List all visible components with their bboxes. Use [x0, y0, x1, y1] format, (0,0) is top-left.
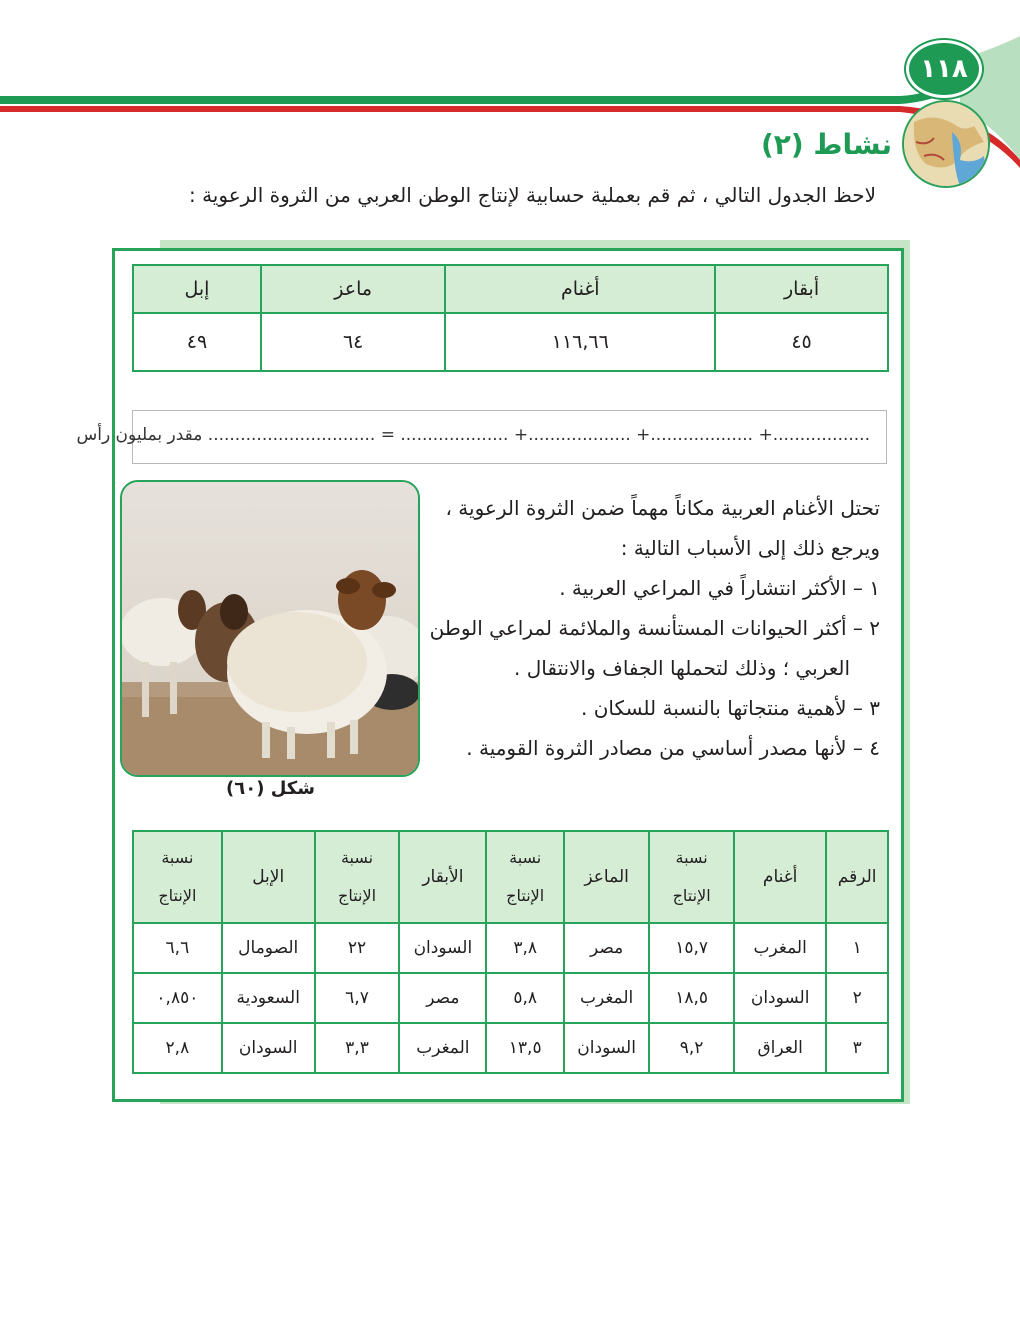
figure-caption: شكل (٦٠) [226, 778, 315, 799]
header-goats: الماعز [564, 831, 649, 923]
sheep-photo [120, 480, 420, 777]
header-rank: الرقم [826, 831, 888, 923]
cell-camels-country: السعودية [222, 973, 315, 1023]
reason-item-2-cont: العربي ؛ وذلك لتحملها الجفاف والانتقال . [514, 656, 850, 680]
reason-item-4: ٤ – لأنها مصدر أساسي من مصادر الثروة القومية . [466, 736, 880, 760]
production-table [132, 830, 889, 1074]
cell-sheep-country: السودان [734, 973, 826, 1023]
calculation-text: ..................+ ...................+ ...................+ .................... = ............................... مقدر بمليون رأس [76, 425, 870, 445]
value-cattle: ٤٥ [715, 313, 888, 371]
cell-sheep-country: المغرب [734, 923, 826, 973]
cell-cattle-country: مصر [399, 973, 486, 1023]
reason-item-2: ٢ – أكثر الحيوانات المستأنسة والملائمة لمراعي الوطن [429, 616, 880, 640]
page-number-badge [906, 40, 982, 98]
header-cattle: أبقار [715, 265, 888, 313]
value-goats: ٦٤ [261, 313, 446, 371]
header-ratio-goats: نسبة الإنتاج [486, 831, 564, 923]
cell-goats-country: المغرب [564, 973, 649, 1023]
header-ratio-sheep: نسبة الإنتاج [649, 831, 734, 923]
map-icon [902, 100, 990, 188]
livestock-table [132, 264, 889, 372]
cell-camels-ratio: ٠,٨٥٠ [133, 973, 222, 1023]
cell-goats-ratio: ٥,٨ [486, 973, 564, 1023]
cell-camels-ratio: ٦,٦ [133, 923, 222, 973]
header-cattle: الأبقار [399, 831, 486, 923]
reason-item-1: ١ – الأكثر انتشاراً في المراعي العربية . [559, 576, 880, 600]
activity-title: نشاط (٢) [760, 128, 892, 161]
value-camels: ٤٩ [133, 313, 261, 371]
cell-rank: ٢ [826, 973, 888, 1023]
table-header-row [133, 831, 888, 923]
header-band [0, 0, 1020, 200]
calculation-box[interactable] [76, 410, 887, 464]
header-sheep: أغنام [734, 831, 826, 923]
cell-goats-country: مصر [564, 923, 649, 973]
table-header-row [133, 265, 888, 313]
cell-rank: ١ [826, 923, 888, 973]
cell-cattle-ratio: ٦,٧ [315, 973, 400, 1023]
table-row [133, 973, 888, 1023]
instruction-text: لاحظ الجدول التالي ، ثم قم بعملية حسابية لإنتاج الوطن العربي من الثروة الرعوية : [188, 183, 876, 207]
header-camels: إبل [133, 265, 261, 313]
reason-item-3: ٣ – لأهمية منتجاتها بالنسبة للسكان . [581, 696, 880, 720]
table-row [133, 1023, 888, 1073]
cell-cattle-country: المغرب [399, 1023, 486, 1073]
reasons-text [430, 488, 880, 768]
cell-sheep-ratio: ٩,٢ [649, 1023, 734, 1073]
cell-sheep-ratio: ١٨,٥ [649, 973, 734, 1023]
cell-camels-country: السودان [222, 1023, 315, 1073]
header-ratio-camels: نسبة الإنتاج [133, 831, 222, 923]
value-sheep: ١١٦,٦٦ [445, 313, 715, 371]
reasons-intro-1: تحتل الأغنام العربية مكاناً مهماً ضمن الثروة الرعوية ، [445, 496, 880, 520]
header-sheep: أغنام [445, 265, 715, 313]
cell-cattle-country: السودان [399, 923, 486, 973]
header-camels: الإبل [222, 831, 315, 923]
reasons-intro-2: ويرجع ذلك إلى الأسباب التالية : [620, 536, 880, 560]
header-goats: ماعز [261, 265, 446, 313]
table-row [133, 313, 888, 371]
header-ratio-cattle: نسبة الإنتاج [315, 831, 400, 923]
cell-goats-ratio: ٣,٨ [486, 923, 564, 973]
cell-cattle-ratio: ٢٢ [315, 923, 400, 973]
cell-goats-ratio: ١٣,٥ [486, 1023, 564, 1073]
cell-rank: ٣ [826, 1023, 888, 1073]
cell-goats-country: السودان [564, 1023, 649, 1073]
cell-camels-ratio: ٢,٨ [133, 1023, 222, 1073]
table-row [133, 923, 888, 973]
cell-cattle-ratio: ٣,٣ [315, 1023, 400, 1073]
cell-camels-country: الصومال [222, 923, 315, 973]
cell-sheep-country: العراق [734, 1023, 826, 1073]
page-number: ١١٨ [920, 54, 968, 84]
cell-sheep-ratio: ١٥,٧ [649, 923, 734, 973]
